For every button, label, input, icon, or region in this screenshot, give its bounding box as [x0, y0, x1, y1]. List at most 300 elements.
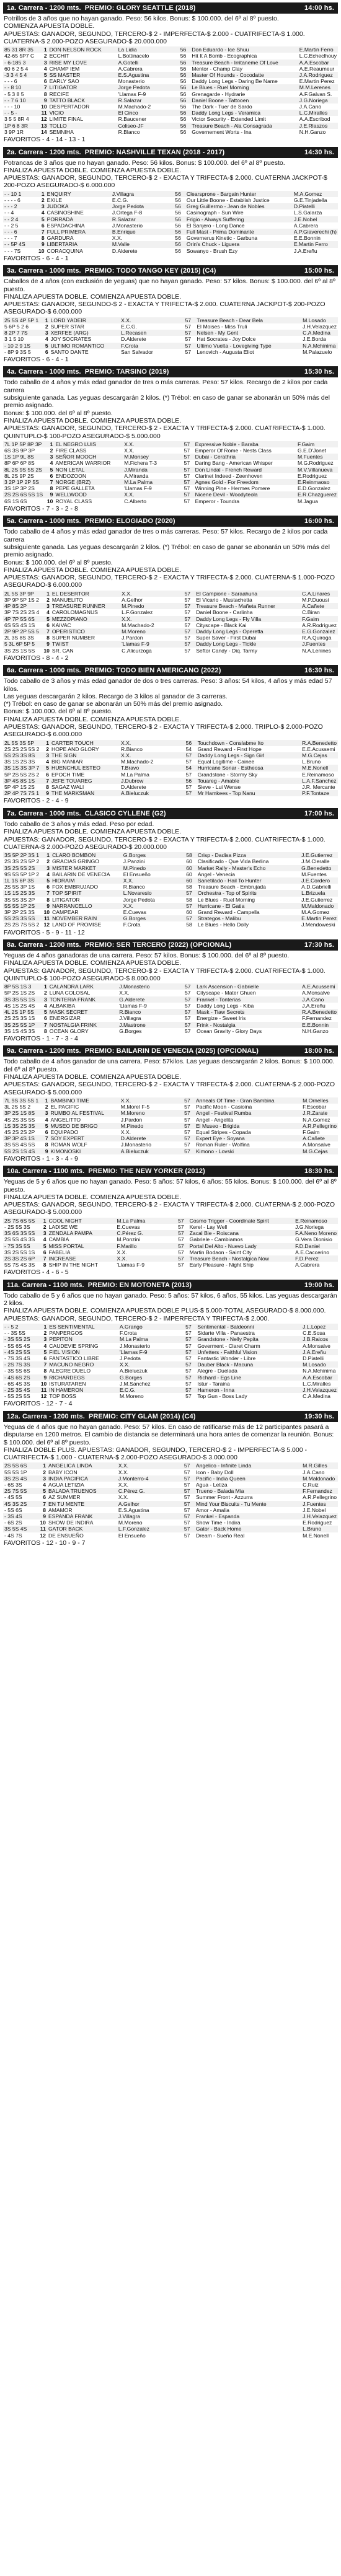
entry-horse: EQUIPADO	[50, 1128, 79, 1135]
entry-jockey: M.A.Gomez	[293, 191, 338, 197]
entry-horse: FULL PRIMERA	[46, 229, 111, 235]
race-conditions-line: subsiguiente ganada. Las yeguas descargarán 2 kilos. (*) Trébol: en caso de ganar se abonarán un 50% más del premio asignado.	[4, 394, 330, 410]
entry-horse: PEPE GALLETA	[55, 485, 95, 492]
entry-pedigree: Nelsen - My Gent	[195, 330, 301, 336]
entry-form: 5S 7S 4S 3S	[4, 1262, 35, 1268]
entry-jockey: E.E.Acussemi	[302, 745, 335, 752]
entry-row	[3, 336, 338, 342]
entry-jockey: A.Monsalve	[303, 1342, 330, 1349]
race-conditions-line: APUESTAS: GANADOR, SEGUNDO, TERCERO-$ 2 - EXACTA Y TRIFECTA-$ 2.000. CUATRIFECTA-$ 1.000. CUATERNA-$ 2.000-POZO ASEGURADO-$ 20.000.000	[4, 835, 326, 851]
entry-pedigree: Touareg - Amable	[197, 778, 301, 784]
entry-row	[3, 1236, 338, 1242]
entry-number: 8	[43, 1368, 47, 1374]
entry-pedigree: Mentor - Champ Clay	[192, 65, 242, 72]
entry-jockey: J.A.Cano	[303, 1469, 325, 1475]
entry-horse: BALADA TRUENOS	[47, 1488, 117, 1494]
entry-horse: KIMONOSKI	[50, 1148, 120, 1154]
entry-horse: LIMITE FINAL	[49, 116, 84, 123]
entry-row	[3, 1368, 338, 1374]
entry-weight: 57	[180, 996, 195, 1003]
entry-pedigree: Le Blues - Hello Dolly	[197, 921, 249, 928]
entry-form: 3 9P 1R	[4, 128, 24, 135]
race-time: 17:30 hs.	[304, 941, 334, 949]
race-time: 18:30 hs.	[304, 1167, 334, 1176]
entry-number: 9	[40, 1148, 49, 1154]
entry-pedigree: Portal Del Alto - Nuevo Lady	[188, 1243, 294, 1249]
entry-row	[3, 622, 338, 628]
entry-horse: ENERGIZAR	[49, 1015, 81, 1022]
entries-table	[3, 1324, 338, 1399]
entry-horse: TWIST	[51, 641, 120, 647]
entry-row	[3, 1003, 338, 1009]
race-favorites: FAVORITOS - 5 - 9 - 11 - 12	[4, 928, 85, 936]
entry-row	[3, 1249, 338, 1255]
entry-jockey: F.Gaim	[296, 441, 338, 447]
race-conditions	[4, 952, 337, 982]
entry-jockey: C.E.Sosa	[303, 1330, 326, 1337]
entry-form: 2S 7S 5S	[3, 1488, 37, 1494]
entry-number: 1	[40, 852, 51, 858]
entry-weight: 56	[180, 78, 187, 85]
entry-owner: M.Machado-2	[121, 758, 154, 765]
entry-owner: X.X.	[123, 441, 180, 447]
entry-owner: A.Cabrera	[118, 65, 143, 72]
entry-pedigree: Equal Stripes - Copada	[195, 1128, 251, 1135]
entry-row	[3, 241, 338, 247]
entry-horse: EL PACIFIC	[50, 1104, 79, 1110]
entry-weight: 57	[180, 454, 193, 460]
entry-form: 8L 2S 9S 5S 2S	[3, 467, 44, 473]
entry-form: 6S 3S 9P 3P	[4, 447, 35, 454]
entry-owner: R.Bianco	[118, 1009, 180, 1015]
entry-owner: X.X.	[117, 1462, 179, 1469]
entry-owner: X.X.	[112, 235, 123, 242]
entry-weight: 57	[184, 447, 190, 454]
entry-form: 4S 2S 3S 5S	[4, 1116, 35, 1123]
entry-pedigree: Cityscape - Black Kai	[196, 622, 247, 628]
race-section	[3, 265, 338, 363]
entry-number: 2	[50, 447, 53, 454]
entry-jockey: J.E.Gutierrez	[301, 896, 333, 903]
entry-horse: CORACQUINA	[46, 247, 83, 254]
entries-table	[3, 46, 338, 135]
entry-weight: 57	[179, 1526, 195, 1532]
entry-pedigree: Le Blues - Ruel Morning	[197, 896, 255, 903]
entry-owner: M.Moreno	[119, 1393, 144, 1400]
entry-pedigree: Fantastic Wonder - Libre	[197, 1355, 256, 1362]
entry-horse: ECCHIT	[49, 53, 69, 59]
entry-number: 3	[38, 1230, 47, 1236]
entry-jockey: A.Monsalve	[303, 1141, 330, 1148]
entry-pedigree: Frigio - Always Suffering	[185, 216, 293, 222]
entry-number: 10	[41, 103, 47, 110]
entry-form: 1S 1P 9L 8S	[3, 454, 44, 460]
entry-weight: 57	[180, 479, 193, 485]
entry-row	[3, 1519, 338, 1526]
entry-row	[3, 1526, 338, 1532]
entry-pedigree: Goverment - Claret Charm	[197, 1342, 260, 1349]
entry-jockey: M.G.Rodriguez	[297, 460, 334, 467]
race-conditions-line: APUESTAS: GANADOR, SEGUNDO, TERCERO-$ 2 - EXACTA Y TRIFECTA-$ 2.000. TRIPLO-$ 2.000-POZO ASEGURADO-$ 6.000.000	[4, 723, 323, 739]
entry-row	[3, 1243, 338, 1249]
entry-jockey: E.Reinamoso	[294, 1218, 338, 1224]
entry-number: 9	[40, 641, 51, 647]
entry-pedigree: El Campione - Saraahuna	[195, 591, 301, 597]
entry-number: 4	[50, 460, 53, 467]
entry-number: 3	[38, 996, 48, 1003]
entry-row	[3, 473, 338, 479]
entry-row	[3, 1513, 338, 1519]
entry-horse: ES SENTIMENTAL	[48, 1324, 118, 1330]
entry-number: 5	[44, 467, 54, 473]
entry-jockey: M.Fuentes	[296, 454, 338, 460]
entry-number: 4	[46, 871, 50, 877]
entry-row	[3, 53, 338, 59]
entry-horse: KAIVAC	[51, 622, 71, 628]
entry-horse: PORRADA	[46, 216, 111, 222]
entry-weight: 57	[184, 1002, 191, 1009]
entry-number: 4	[45, 1116, 48, 1123]
entry-weight: 56	[176, 46, 190, 53]
race-conditions-line: APUESTAS: GANADOR, SEGUNDO, TERCERO-$ 2 - EXACTA Y TRIFECTA-$ 2.000. CUATERNA-$ 2.000-POZO ASEGURADO-$ 5.000.000	[4, 1201, 335, 1216]
entries-table	[3, 191, 338, 254]
entry-number: 10	[46, 498, 53, 504]
entry-jockey: M.Losado	[301, 1361, 338, 1368]
entry-pedigree: Daring Bang - American Whisper	[195, 460, 273, 467]
entry-number: 12	[40, 1532, 46, 1539]
entry-owner: X.X.	[123, 491, 180, 498]
entry-row	[3, 1475, 338, 1482]
race-section	[3, 1045, 338, 1163]
entry-owner: J.Monterro-4	[117, 1475, 179, 1482]
race-conditions-line: FINALIZA APUESTA DOBLE. COMIENZA APUESTA DOBLE.	[4, 566, 182, 574]
entry-jockey: G.Benedetto	[300, 865, 338, 871]
entry-jockey: A.A.Escribod	[299, 116, 330, 123]
entry-jockey: J.E.Nobel	[293, 216, 338, 222]
entry-owner: J.Pardon	[122, 635, 143, 641]
entry-row	[3, 1022, 338, 1028]
entry-row	[3, 752, 338, 758]
entry-number: 2	[43, 1469, 46, 1475]
entry-row	[3, 447, 338, 454]
entry-jockey: F.Gaim	[303, 1128, 320, 1135]
entry-pedigree: Sanetilado - Hail To Hunter	[197, 877, 300, 884]
entry-form: - - 10 1	[3, 191, 35, 197]
entry-horse: SUPER NUMBER	[51, 635, 95, 641]
entry-number: 4	[45, 336, 48, 343]
entry-owner: 'Llamas F-9	[124, 485, 152, 492]
entry-form: - - 5 2	[3, 1324, 37, 1330]
entry-row	[3, 1494, 338, 1500]
entry-jockey: M.Palazuelo	[303, 348, 332, 355]
entry-horse: FABELIA	[48, 1249, 71, 1255]
entry-form: - 3S 5S 6S	[4, 1368, 30, 1374]
entry-owner: R.Salazar	[111, 216, 170, 222]
entry-row	[3, 103, 338, 110]
entry-jockey: M.G.Cejas	[301, 1148, 338, 1154]
entry-form: 4S 2S 2S 2P	[4, 1128, 35, 1135]
entry-horse: CHAMP IEM	[49, 65, 80, 72]
race-section	[3, 665, 338, 805]
entry-form: - - - 7	[4, 235, 17, 242]
entry-weight: 57	[180, 1110, 195, 1116]
entry-jockey: A.E.Acussemi	[301, 983, 338, 990]
entry-owner: 'Llamas F-9	[118, 1349, 181, 1355]
entry-jockey: E.Martin Ferro	[298, 46, 338, 53]
entry-number: 2	[46, 596, 50, 603]
entry-form: 5 6P 5 2 6	[4, 323, 29, 330]
entries-table	[3, 1097, 338, 1154]
entry-pedigree: Orchestra - Top of Spirits	[197, 890, 300, 896]
entry-jockey: E.Rodriguez	[297, 472, 327, 479]
entry-weight: 57	[180, 641, 195, 647]
entry-row	[3, 996, 338, 1003]
entry-form: 3S 1S 4S 3S	[4, 1027, 35, 1034]
entry-pedigree: Gabriele - Cambiamos	[189, 1236, 243, 1243]
entry-pedigree: Angel - Angelita	[195, 1116, 234, 1123]
entry-weight: 56	[175, 235, 181, 242]
entry-weight: 57	[178, 1249, 184, 1255]
entry-jockey: P.F.Tontaze	[301, 790, 338, 796]
entry-horse: ESPANDA FRANK	[47, 1513, 117, 1519]
entry-form: 5 3L 6P 5P 5	[3, 641, 40, 647]
entry-horse: RISE MY LOVE	[48, 59, 117, 66]
race-conditions-line: FINALIZA APUESTA DOBLE. COMIENZA APUESTA DOBLE.	[4, 1073, 182, 1081]
entry-weight: 57	[179, 1475, 195, 1482]
race-section	[3, 808, 338, 936]
race-conditions-line: FINALIZA APUESTA DOBLE. COMIENZA APUESTA DOBLE.	[4, 416, 182, 424]
entry-pedigree: Grenagarde - Hydrarie	[192, 90, 246, 97]
entry-horse: CAUDEVIE SPRING	[49, 1342, 99, 1349]
entry-weight: 57	[184, 635, 191, 641]
entry-row	[3, 591, 338, 597]
entry-pedigree: Zacal Bie - Roiscana	[188, 1230, 294, 1236]
entry-horse: LITIGATOR	[52, 896, 80, 903]
entry-horse: LIBERTARIA	[46, 241, 111, 247]
entry-form: 1P 6 8 3R	[3, 123, 38, 129]
entry-form: 2S 3S 2S 6P	[3, 1255, 38, 1262]
entry-weight: 57	[180, 467, 193, 473]
race-favorites: FAVORITOS - 1 - 3 - 4 - 9	[4, 1154, 78, 1163]
entry-pedigree: Sowanyo - Brush Ezy	[186, 247, 238, 254]
entry-horse: SEÑOR MOOCH	[54, 454, 123, 460]
entry-row	[3, 1009, 338, 1015]
entry-weight: 57	[180, 441, 193, 447]
race-conditions-line: FINALIZA APUESTA DOBLE. COMIENZA APUESTA DOBLE.	[4, 292, 182, 301]
entry-weight: 57	[184, 460, 190, 467]
entry-jockey: M.Losado	[301, 317, 338, 323]
entry-jockey: C.A.Medina	[301, 330, 338, 336]
entry-jockey: F.Fernandez	[302, 1015, 332, 1022]
race-header-left	[7, 941, 231, 949]
entry-owner: J.Panzini	[123, 858, 145, 865]
entry-number: 2	[46, 858, 50, 865]
entry-jockey: M.Ornelles	[301, 1097, 338, 1104]
entry-weight: 56	[180, 128, 187, 135]
entry-jockey: F.A.Neno Moreno	[295, 1230, 337, 1237]
entry-number: 6	[41, 222, 45, 229]
race-label: 2a. Carrera - 1200 mts.	[7, 148, 81, 156]
entry-weight: 57	[181, 752, 196, 758]
entry-horse: SOY EXPERT	[50, 1135, 120, 1141]
entry-row	[3, 479, 338, 485]
race-section	[3, 366, 338, 512]
entry-weight: 56	[180, 116, 187, 123]
entry-horse: FIEL VISION	[48, 1349, 118, 1355]
race-title: PREMIO: BAILARIN DE VENECIA (2025) (OPCIONAL)	[84, 1047, 259, 1055]
entry-pedigree: Richard - Egs Line	[196, 1374, 301, 1381]
entry-horse: CAMPEAR	[52, 908, 79, 915]
entry-pedigree: Expert Eye - Soyana	[195, 1135, 301, 1141]
entry-pedigree: Grand Reward - First Hope	[197, 745, 262, 752]
entry-owner: D.Alderete	[121, 336, 146, 343]
entry-form: 3P 7S 2S 2S 4	[4, 609, 40, 616]
entries-table	[3, 1218, 338, 1268]
entry-pedigree: El Sanjero - Long Dance	[186, 222, 245, 229]
entry-jockey: M.Maldonado	[301, 1475, 338, 1482]
entry-horse: CARTER TOUCH	[50, 740, 120, 746]
entry-horse: SS MASTER	[48, 72, 117, 78]
race-header	[3, 808, 338, 819]
race-time: 14:30 hs.	[304, 148, 334, 156]
race-conditions-line: Todo caballo de 4 años ganador de una carrera. Peso: 57kilos. Las yeguas descargarán 2 kilos. Bonus: $ 100.000. del 6º al 8º puesto.	[4, 1058, 335, 1073]
entry-pedigree: Mr Hamkees - Top Nanu	[197, 790, 301, 796]
entry-pedigree: Daddy Long Legs - Fly Villa	[195, 616, 301, 622]
entry-form: - - 5P 4S	[3, 241, 35, 247]
entry-form: 2S 5S 3P 1S	[4, 884, 35, 890]
entry-weight: 57	[185, 784, 192, 791]
entry-horse: ENQUIRY	[46, 191, 111, 197]
entry-number: 7	[37, 1501, 47, 1507]
entry-horse: LAND OF PROMISE	[52, 921, 102, 928]
race-conditions-line: FINALIZA APUESTA DOBLE. COMIENZA APUESTA DOBLE.	[4, 959, 182, 967]
entry-number: 3	[37, 1475, 47, 1482]
entry-horse: NON LETAL	[54, 467, 123, 473]
race-conditions-line: Todo caballo de 4 años y más edad ganador de tres o más carreras. Peso: 57 kilos. Recargo de 2 kilos por cada carrera	[4, 379, 328, 394]
race-conditions-line: Potrancas de 3 años que no hayan ganado. Peso: 56 kilos. Bonus: $ 100.000. del 6º al 8º puesto.	[4, 159, 285, 167]
entry-owner: G.Borges	[119, 1027, 142, 1034]
entry-number: 10	[40, 1519, 46, 1526]
entry-pedigree: Anneals Of Time - Gran Bambina	[195, 1097, 301, 1104]
entry-jockey: L.A.F.Sanchez	[301, 778, 338, 784]
race-conditions-line: Yeguas de 5 y 6 años que no hayan ganado. Peso: 5 años: 57 kilos, 6 años: 55 kilos. Bonus: $ 100.000. del 6º al 8º puesto.	[4, 1178, 337, 1193]
entry-number: 8	[46, 784, 50, 791]
entry-row	[3, 1507, 338, 1513]
entry-owner: T.Bravo	[120, 765, 181, 771]
race-conditions-line: Bonus: $ 100.000. del 6º al 8º puesto.	[4, 708, 113, 716]
entry-weight: 57	[180, 317, 195, 323]
entry-pedigree: Lenovich - Augusta Eliot	[197, 348, 254, 355]
entry-pedigree: Clasificado - Que Vida Berlina	[197, 858, 269, 865]
entry-form: 3S 6S 3S 5S	[3, 1230, 38, 1236]
entry-owner: San Salvador	[121, 348, 153, 355]
entry-owner: X.X.	[117, 1249, 127, 1255]
race-conditions	[4, 278, 337, 315]
entry-number: 3	[38, 59, 48, 66]
entry-owner: M.Moreno	[120, 628, 180, 635]
entry-jockey: J.Fuentes	[301, 1501, 338, 1507]
entry-jockey: M.G.Cejas	[301, 752, 338, 758]
entry-horse: ANGELICA LINDA	[47, 1462, 117, 1469]
entry-horse: SAGAZ WALI	[51, 784, 84, 791]
entry-horse: OPERISTICO	[51, 628, 120, 635]
entry-pedigree: Daddy Long Legs - Tickle	[195, 641, 301, 647]
entry-weight: 60	[186, 858, 192, 865]
entries-table	[3, 983, 338, 1034]
entry-weight: 57	[179, 1462, 195, 1469]
entry-weight: 54	[181, 765, 196, 771]
entry-row	[3, 1343, 338, 1349]
entry-pedigree: Grandstone - Nelly Pepita	[196, 1336, 301, 1342]
entry-row	[3, 129, 338, 135]
entry-row	[3, 648, 338, 654]
race-conditions-line: APUESTAS: GANADOR, SEGUNDO, TERCERO-$ 2 - EXACTA Y TRIFECTA-$ 2.000. CUATERNA-$ 2.000-POZO ASEGURADO-$ 5.000.000	[4, 1081, 335, 1096]
race-section	[3, 2, 338, 144]
race-label: 6a. Carrera - 1000 mts.	[7, 667, 81, 675]
entry-pedigree: Master Of Hounds - Cocodatte	[190, 72, 298, 78]
entry-owner: F.Marillo	[115, 1243, 174, 1249]
entry-horse: OCEAN GLORY	[49, 1027, 89, 1034]
entry-pedigree: Top Gun - Boss Lady	[197, 1393, 247, 1400]
race-favorites: FAVORITOS - 6 - 4 - 1	[4, 254, 69, 262]
entry-row	[3, 1381, 338, 1387]
race-conditions-line: FINALIZA APUESTA DOBLE. COMIENZA APUESTA DOBLE.	[4, 715, 182, 723]
entry-weight: 57	[182, 903, 197, 909]
entry-number: 5	[40, 1123, 49, 1129]
race-favorites: FAVORITOS - 1 - 7 - 3 - 4	[4, 1034, 78, 1042]
entry-horse: SUPER STAR	[50, 323, 84, 330]
entry-pedigree: Pacific - India Queen	[195, 1475, 301, 1482]
entry-weight: 57	[178, 1223, 184, 1230]
entry-weight: 57	[184, 1519, 190, 1526]
entry-row	[3, 890, 338, 896]
entry-owner: La Lidia	[117, 46, 176, 53]
entry-weight: 54	[185, 745, 192, 752]
entry-form: 3S 2S 5S 1S	[4, 1249, 35, 1255]
entry-weight: 56	[180, 53, 187, 59]
entry-number: 9	[40, 903, 51, 909]
entry-jockey: L.C.Miralles	[303, 1380, 331, 1387]
entries-table	[3, 852, 338, 928]
entry-form: 3S 5S 4S	[3, 1526, 37, 1532]
entry-weight: 56	[176, 97, 190, 103]
entry-form: 3P 9P 5P 1S 2	[4, 596, 39, 603]
entry-number: 6	[45, 348, 48, 355]
entry-row	[3, 758, 338, 765]
entry-horse: GATOR BACK	[47, 1526, 117, 1532]
race-conditions-line: APUESTAS: GANADOR, SEGUNDO-$ 2 - EXACTA Y TRIFECTA-$ 2.000. CUATERNA JACKPOT-$ 200-POZO ASEGURADO-$ 6.000.000	[4, 301, 326, 316]
entry-number: 7	[44, 479, 54, 485]
entry-jockey: J.A.Ereñu	[302, 1002, 326, 1009]
entry-row	[3, 46, 338, 53]
entry-owner: R.Baucener	[118, 116, 146, 123]
entry-row	[3, 765, 338, 771]
race-time: 14:00 hs.	[304, 4, 334, 12]
entry-row	[3, 609, 338, 615]
entry-horse: MUSEO DE BRIGO	[50, 1123, 120, 1129]
entry-horse: CALANDRA LARK	[48, 983, 118, 990]
entry-weight: 57	[179, 1501, 195, 1507]
entry-pedigree: Equal Logitime - Cainee	[197, 758, 255, 765]
entry-row	[3, 1255, 338, 1262]
entry-jockey: A.A.Escobar	[298, 59, 338, 66]
entry-row	[3, 1532, 338, 1539]
entry-pedigree: Market Rally - Master's Echo	[197, 865, 300, 871]
race-conditions-line: Todo caballo de 5 y 6 años que no hayan ganado. Peso: 5 años: 57 kilos, 6 años, 55 kilos. Las yeguas descargarán 2 kilos.	[4, 1291, 337, 1308]
entry-form: 2S 5S 6S	[3, 1462, 37, 1469]
entry-horse: CASINOSHINE	[46, 209, 84, 216]
entry-jockey: L.Bruno	[301, 1526, 338, 1532]
